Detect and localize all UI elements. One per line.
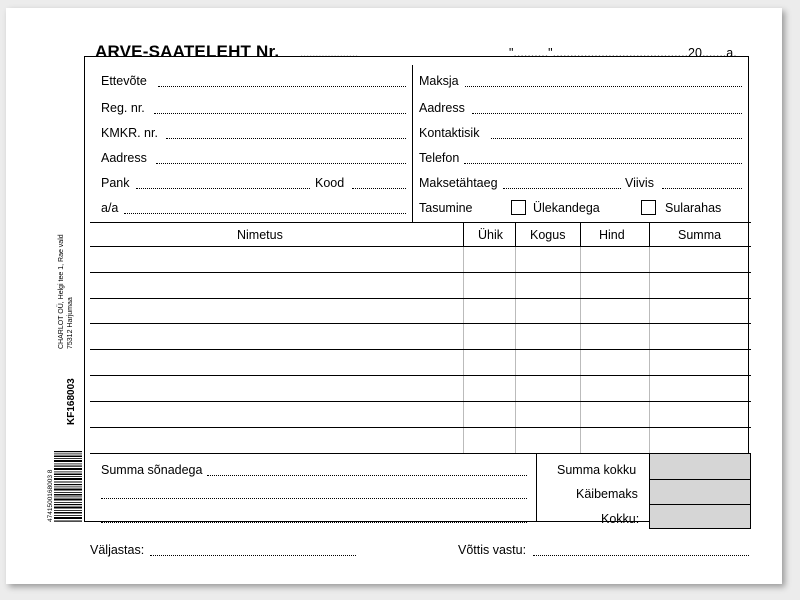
- sum-in-words-field[interactable]: [207, 475, 527, 476]
- totals-divider: [536, 454, 537, 521]
- publisher-address-line1: CHARLOT OÜ, Helgi tee 1, Rae vald: [58, 234, 65, 349]
- sum-in-words-field-2[interactable]: [101, 498, 527, 499]
- table-row[interactable]: [90, 375, 751, 376]
- publisher-address-line2: 75312 Harjumaa: [67, 297, 74, 349]
- cash-checkbox[interactable]: [641, 200, 656, 215]
- transfer-checkbox[interactable]: [511, 200, 526, 215]
- sum-in-words-field-3[interactable]: [101, 522, 527, 523]
- phone-field[interactable]: [464, 163, 742, 164]
- contact-field[interactable]: [491, 138, 742, 139]
- due-date-field[interactable]: [503, 188, 621, 189]
- company-label: Ettevõte: [101, 74, 147, 88]
- table-row[interactable]: [90, 427, 751, 428]
- phone-label: Telefon: [419, 151, 460, 165]
- col-divider: [580, 247, 581, 453]
- kmkr-field[interactable]: [166, 138, 406, 139]
- received-by-field[interactable]: [533, 555, 749, 556]
- table-row[interactable]: [90, 401, 751, 402]
- form-title: ARVE-SAATELEHT Nr.: [95, 42, 280, 61]
- col-divider: [463, 247, 464, 453]
- account-field[interactable]: [124, 213, 406, 214]
- barcode-number: 4741500168003 8: [47, 469, 54, 522]
- payment-label: Tasumine: [419, 201, 473, 215]
- top-divider: [412, 65, 413, 222]
- code-field[interactable]: [352, 188, 406, 189]
- table-row[interactable]: [90, 349, 751, 350]
- total-field[interactable]: [649, 453, 751, 480]
- buyer-address-field[interactable]: [472, 113, 742, 114]
- col-header-price: Hind: [599, 228, 625, 242]
- sum-in-words-label: Summa sõnadega: [101, 463, 203, 477]
- grand-total-field[interactable]: [649, 504, 751, 529]
- col-header-name: Nimetus: [237, 228, 283, 242]
- col-header-sum: Summa: [678, 228, 722, 242]
- bank-field[interactable]: [136, 188, 310, 189]
- table-header-border: [90, 246, 751, 247]
- issued-by-label: Väljastas:: [90, 543, 145, 557]
- product-code: KF168003: [66, 378, 77, 425]
- transfer-label: Ülekandega: [533, 201, 600, 215]
- col-header-quantity: Kogus: [530, 228, 566, 242]
- col-divider: [515, 247, 516, 453]
- invoice-number-field[interactable]: ...................: [300, 48, 359, 60]
- col-divider: [515, 223, 516, 247]
- table-row[interactable]: [90, 272, 751, 273]
- due-date-label: Maksetähtaeg: [419, 176, 498, 190]
- col-header-unit: Ühik: [478, 228, 504, 242]
- code-label: Kood: [315, 176, 345, 190]
- vat-field[interactable]: [649, 479, 751, 505]
- total-label: Summa kokku: [557, 463, 637, 477]
- contact-label: Kontaktisik: [419, 126, 480, 140]
- bank-label: Pank: [101, 176, 130, 190]
- table-row[interactable]: [90, 298, 751, 299]
- col-divider: [580, 223, 581, 247]
- table-top-border: [90, 222, 751, 223]
- payer-label: Maksja: [419, 74, 459, 88]
- col-divider: [463, 223, 464, 247]
- received-by-label: Võttis vastu:: [458, 543, 527, 557]
- vat-label: Käibemaks: [576, 487, 638, 501]
- penalty-field[interactable]: [662, 188, 742, 189]
- buyer-address-label: Aadress: [419, 101, 465, 115]
- seller-address-field[interactable]: [156, 163, 406, 164]
- reg-number-label: Reg. nr.: [101, 101, 145, 115]
- cash-label: Sularahas: [665, 201, 722, 215]
- penalty-label: Viivis: [625, 176, 654, 190]
- payer-field[interactable]: [465, 86, 742, 87]
- company-field[interactable]: [158, 86, 406, 87]
- table-row[interactable]: [90, 323, 751, 324]
- kmkr-label: KMKR. nr.: [101, 126, 158, 140]
- col-divider: [649, 247, 650, 453]
- reg-number-field[interactable]: [154, 113, 406, 114]
- grand-total-label: Kokku:: [601, 512, 640, 526]
- seller-address-label: Aadress: [101, 151, 147, 165]
- date-field[interactable]: "..........".......................................20.......a.: [509, 46, 737, 60]
- col-divider: [649, 223, 650, 247]
- issued-by-field[interactable]: [150, 555, 356, 556]
- account-label: a/a: [101, 201, 119, 215]
